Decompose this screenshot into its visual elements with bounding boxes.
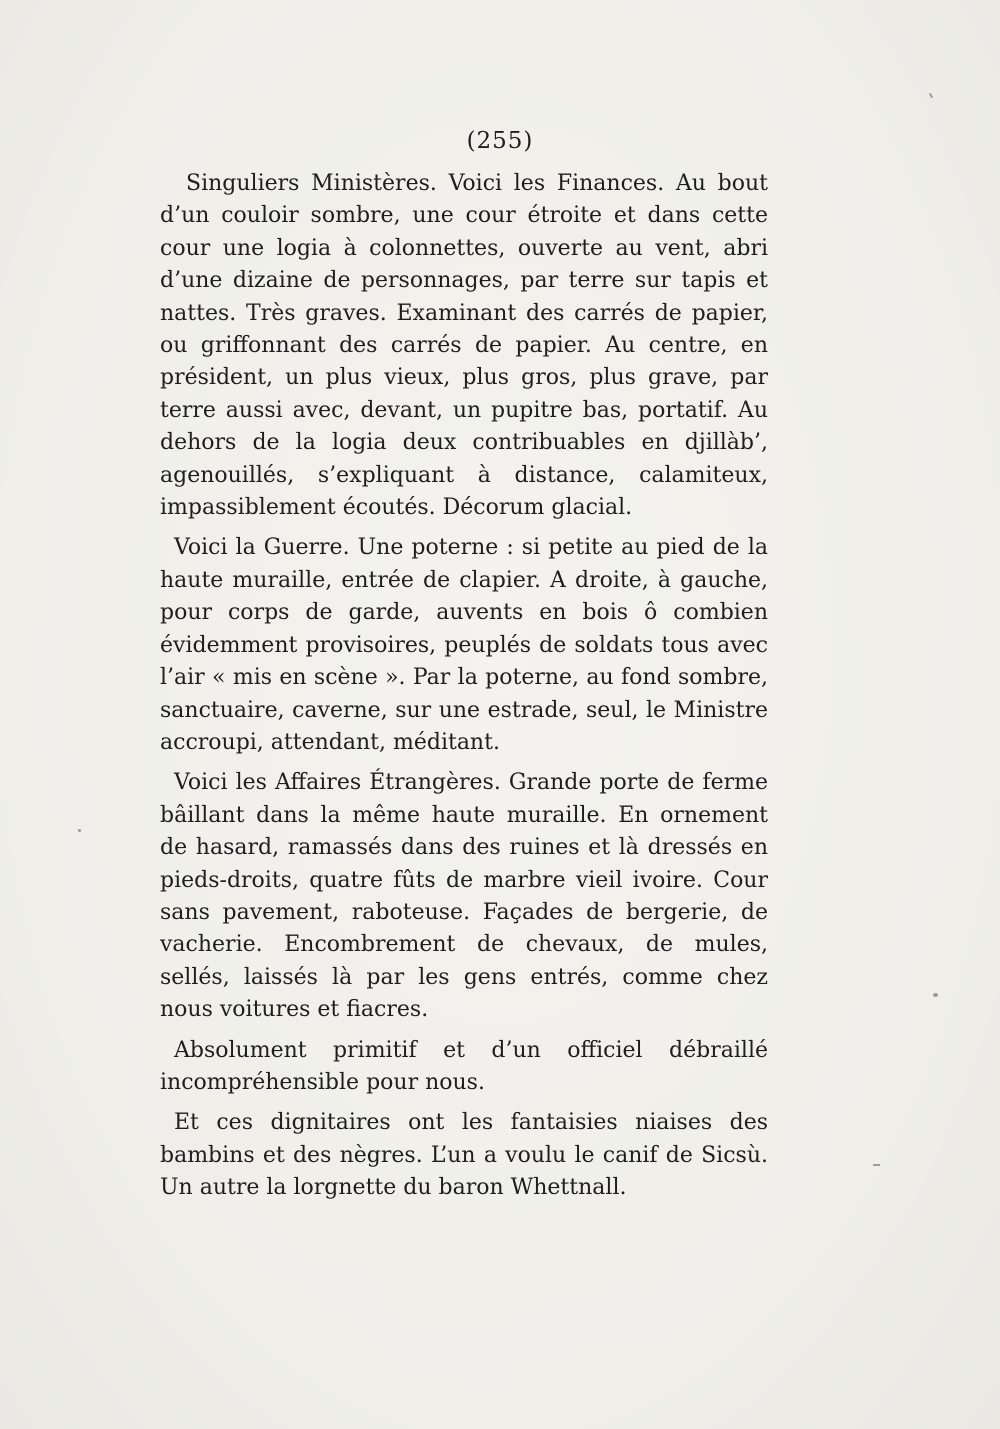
paragraph-dignitaires: Et ces dignitaires ont les fantaisies niaises des bambins et des nègres. L’un a voulu le canif de Sicsù. Un autre la lorgnette du baron Whettnall. — [160, 1110, 768, 1201]
speck-mark — [873, 1164, 880, 1166]
paragraph-finances: Singuliers Ministères. Voici les Finances. Au bout d’un couloir sombre, une cour étroite et dans cette cour une logia à colonnettes, ouverte au vent, abri d’une dizaine de personnages, par terre sur tapis et nattes. Très graves. Examinant des carrés de papier, ou griffonnant des carrés de papier. Au centre, en président, un plus vieux, plus gros, plus grave, par terre aussi avec, devant, un pupitre bas, portatif. Au dehors de la logia deux contribuables en djillàb’, agenouillés, s’expliquant à distance, calamiteux, impassiblement écoutés. Décorum glacial. — [160, 171, 768, 521]
paragraph-guerre: Voici la Guerre. Une poterne : si petite au pied de la haute muraille, entrée de clapier. A droite, à gauche, pour corps de garde, auvents en bois ô combien évidemment provisoires, peuplés de soldats tous avec l’air « mis en scène ». Par la poterne, au fond sombre, sanctuaire, caverne, sur une estrade, seul, le Ministre accroupi, attendant, méditant. — [160, 535, 768, 755]
speck-mark — [933, 993, 938, 997]
page-number: (255) — [466, 128, 534, 154]
speck-mark — [78, 829, 81, 832]
paragraph-primitif: Absolument primitif et d’un officiel débraillé incompréhensible pour nous. — [160, 1037, 768, 1095]
speck-mark — [929, 93, 933, 98]
body-text — [160, 168, 768, 1213]
paragraph-affaires-etrangeres: Voici les Affaires Étrangères. Grande porte de ferme bâillant dans la même haute muraille. En ornement de hasard, ramassés dans des ruines et là dressés en pieds-droits, quatre fûts de marbre vieil ivoire. Cour sans pavement, raboteuse. Façades de bergerie, de vacherie. Encombrement de chevaux, de mules, sellés, laissés là par les gens entrés, comme chez nous voitures et fiacres. — [160, 770, 768, 1023]
